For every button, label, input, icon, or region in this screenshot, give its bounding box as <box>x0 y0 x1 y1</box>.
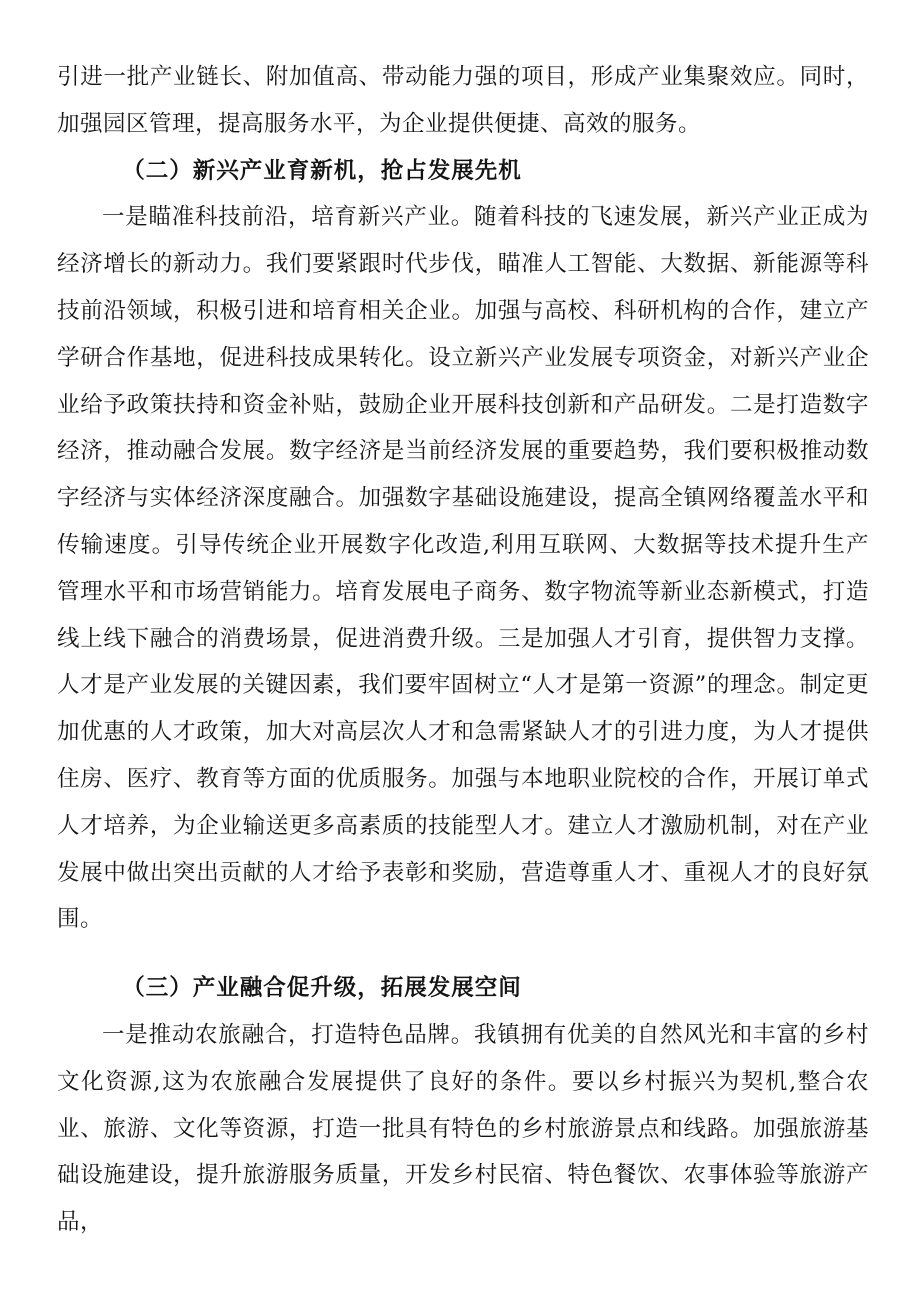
paragraph-agri-tourism: 一是推动农旅融合，打造特色品牌。我镇拥有优美的自然风光和丰富的乡村文化资源,这为农旅融合发展提供了良好的条件。要以乡村振兴为契机,整合农业、旅游、文化等资源，打造一批具有特色的乡村旅游景点和线路。加强旅游基础设施建设，提升旅游服务质量，开发乡村民宿、特色餐饮、农事体验等旅游产品， <box>57 1021 869 1236</box>
document-page <box>57 54 869 1246</box>
section-heading-industry-integration: （三）产业融合促升级，拓展发展空间 <box>122 975 522 1002</box>
section-heading-emerging-industries: （二）新兴产业育新机，抢占发展先机 <box>122 157 522 184</box>
paragraph-park-management: 引进一批产业链长、附加值高、带动能力强的项目，形成产业集聚效应。同时，加强园区管理，提高服务水平，为企业提供便捷、高效的服务。 <box>57 64 869 137</box>
paragraph-emerging-industries: 一是瞄准科技前沿，培育新兴产业。随着科技的飞速发展，新兴产业正成为经济增长的新动力。我们要紧跟时代步伐，瞄准人工智能、大数据、新能源等科技前沿领域，积极引进和培育相关企业。加强与高校、科研机构的合作，建立产学研合作基地，促进科技成果转化。设立新兴产业发展专项资金，对新兴产业企业给予政策扶持和资金补贴，鼓励企业开展科技创新和产品研发。二是打造数字经济，推动融合发展。数字经济是当前经济发展的重要趋势，我们要积极推动数字经济与实体经济深度融合。加强数字基础设施建设，提高全镇网络覆盖水平和传输速度。引导传统企业开展数字化改造,利用互联网、大数据等技术提升生产管理水平和市场营销能力。培育发展电子商务、数字物流等新业态新模式，打造线上线下融合的消费场景，促进消费升级。三是加强人才引育，提供智力支撑。人才是产业发展的关键因素，我们要牢固树立“人才是第一资源”的理念。制定更加优惠的人才政策，加大对高层次人才和急需紧缺人才的引进力度，为人才提供住房、医疗、教育等方面的优质服务。加强与本地职业院校的合作，开展订单式人才培养，为企业输送更多高素质的技能型人才。建立人才激励机制，对在产业发展中做出突出贡献的人才给予表彰和奖励，营造尊重人才、重视人才的良好氛围。 <box>57 204 869 933</box>
